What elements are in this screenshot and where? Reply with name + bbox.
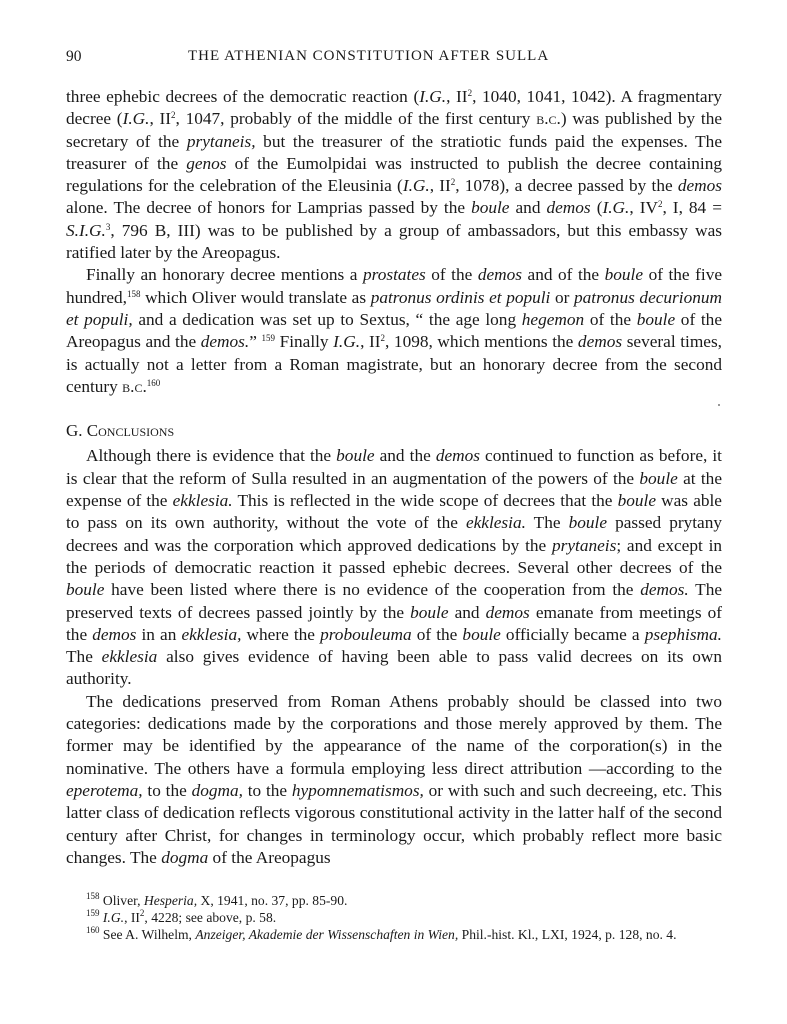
text-run: and a dedication was set up to Sextus, “ the age long [132,309,522,329]
note-ref: 158 [126,288,141,299]
italic-term: demos. [200,332,250,352]
text-run: ( [590,198,603,218]
italic-term: demos [92,624,137,644]
text-run: ; and except in the periods of democratic reaction it passed ephebic decrees. Several other decrees of the [66,535,723,577]
italic-term: dogma [161,847,209,867]
italic-term: prostates [362,265,426,285]
text-run: ” [249,332,262,352]
italic-term: ekklesia. [172,491,233,511]
italic-term: boule [336,446,375,466]
text-run: of the Areopagus [208,847,331,867]
italic-term: boule [604,265,644,285]
italic-term: I.G. [419,87,447,106]
text-run: of the five hundred, [66,265,723,307]
text-run: and [448,602,486,622]
text-run: X, 1941, no. 37, pp. 85-90. [197,893,348,909]
text-run: Phil.-hist. Kl., LXI, 1924, p. 128, no. 4. [458,927,677,943]
text-run: Although there is evidence that the [86,446,337,466]
text-run: to the [242,780,292,800]
footnote-159 [86,909,722,926]
note-ref: 159 [261,333,275,344]
running-head-title: THE ATHENIAN CONSTITUTION AFTER SULLA [188,48,550,64]
note-ref: 2 [171,110,176,121]
italic-term: genos [186,153,227,173]
paragraph-2 [66,264,722,398]
section-letter: G. [66,421,83,441]
text-run: of the [411,624,463,644]
text-run: , 4228; see above, p. 58. [144,910,277,926]
text-run: several times, is actually not a letter from a Roman magistrate, but an honorary decree from the second century [66,332,722,396]
italic-term: patronus decurionum et populi, [66,287,722,329]
text-run: to the [142,780,192,800]
note-ref: 2 [450,177,456,188]
italic-term: I.G. [102,910,125,926]
italic-term: boule [66,580,105,600]
text-run: of the Eumolpidai was instructed to publish the decree containing regulations for the celebration of the Eleusinia ( [66,153,722,196]
italic-term: ekklesia, [181,624,242,644]
text-run: of the Areopagus and the [66,309,722,352]
small-caps-text: b.c. [536,109,561,129]
text-run: or [550,287,574,307]
italic-term: demos [477,265,523,285]
italic-term: probouleuma [320,624,412,644]
text-run: , 796 B, III) was to be published by a group of ambassadors, but this embassy was ratified later by the Areopagus. [66,220,722,263]
text-run: , II [124,910,140,926]
paragraph-3 [66,445,722,690]
text-run: continued to function as before, it is clear that the reform of Sulla resulted in an augmentation of the powers of the [66,446,722,488]
italic-term: demos [546,198,591,218]
text-run: The [66,647,102,667]
italic-term: boule [471,198,510,218]
italic-term: dogma, [191,780,243,800]
italic-term: boule [639,468,678,488]
italic-term: demos [577,332,623,352]
text-run: was able to pass on its own authority, without the vote of the [66,491,722,533]
text-run: The dedications preserved from Roman Athens probably should be classed into two categories: dedications made by the corporations and those merely approved by them. The former may be identified by the appearance of the name of the corporation(s) in the nominative. The others have a formula employing less direct attribution —according to the [66,691,722,778]
italic-term: demos [485,602,530,622]
text-run: officially became a [500,624,645,644]
text-run: , 1078), a decree passed by the [455,176,678,196]
italic-term: demos [677,176,723,196]
text-run: three ephebic decrees of the democratic reaction ( [66,87,420,106]
text-run: , II [446,87,468,106]
note-ref: 2 [467,88,473,98]
note-ref: 2 [657,199,663,210]
text-run: and of the [522,265,605,285]
text-run: or with such and such decreeing, etc. This latter class of dedication reflects vigorous constitutional activity in the latter half of the second century after Christ, for changes in terminology occur, which probably reflect more basic changes. The [66,780,722,867]
italic-term: ekklesia. [465,513,526,533]
paragraph-4 [66,691,722,869]
page-number: 90 [66,48,82,65]
text-run: and the [374,446,436,466]
italic-term: psephisma. [644,624,722,644]
text-run: and [509,198,547,218]
italic-term: boule [617,491,656,511]
note-ref: 158 [86,891,100,902]
text-run: , 1098, which mentions the [385,332,578,352]
text-run: Oliver, [99,893,144,909]
italic-term: demos [435,446,480,466]
italic-term: ekklesia [101,647,158,667]
note-ref: 159 [86,908,100,919]
text-run: emanate from meetings of the [66,602,722,644]
italic-term: Anzeiger, Akademie der Wissenschaften in Wien, [195,927,459,943]
text-run: alone. The decree of honors for Lamprias passed by the [66,198,472,218]
text-run: Finally [275,332,334,352]
text-run: , IV [629,198,658,218]
italic-term: I.G. [122,109,150,129]
text-run: This is reflected in the wide scope of decrees that the [232,491,618,511]
footnotes [66,892,722,943]
text-run: , 1047, probably of the middle of the first century [175,109,537,129]
note-ref: 2 [139,908,145,919]
running-header [66,48,722,72]
text-run: , 1040, 1041, 1042). A fragmentary decree ( [66,87,722,129]
text-run: , II [149,109,172,129]
text-run: where the [241,624,321,644]
note-ref: 160 [146,377,161,388]
note-ref: 3 [105,221,111,232]
note-ref: 2 [380,333,385,344]
text-run: , II [360,332,381,352]
text-run: The preserved texts of decrees passed jointly by the [66,580,722,622]
text-run: which Oliver would translate as [140,287,371,307]
section-heading [66,420,722,442]
italic-term: demos. [640,580,689,600]
paragraph-1 [66,86,722,264]
text-run: of the [584,309,637,329]
text-run: , I, 84 = [662,198,722,218]
text-run: have been listed where there is no evidence of the cooperation from the [104,580,641,600]
italic-term: boule [462,624,501,644]
italic-term: I.G. [333,332,361,352]
text-run: but the treasurer of the stratiotic funds paid the expenses. The treasurer of the [66,131,722,173]
text-run: of the [425,265,478,285]
section-title: Conclusions [86,421,175,441]
italic-term: hypomnematismos, [291,780,424,800]
italic-term: patronus ordinis et populi [370,287,551,307]
body-text [66,86,722,869]
text-run: Finally an honorary decree mentions a [86,265,363,285]
italic-term: eperotema, [66,780,143,800]
italic-term: boule [636,309,676,329]
footnote-158 [86,892,722,909]
text-run: ) was published by the secretary of the [66,109,723,151]
text-run: See A. Wilhelm, [99,927,196,943]
italic-term: prytaneis, [186,131,256,151]
italic-term: I.G. [602,198,630,218]
italic-term: prytaneis [552,535,617,555]
small-caps-text: b.c. [122,376,147,396]
italic-term: I.G. [402,176,430,196]
text-run: passed prytany decrees and was the corporation which approved dedications by the [66,513,722,555]
footnote-160 [86,926,722,943]
text-run: in an [136,624,182,644]
text-run: at the expense of the [66,468,722,511]
italic-term: boule [410,602,449,622]
note-ref: 160 [86,925,100,936]
text-run: , II [429,176,451,196]
text-run: also gives evidence of having been able to pass valid decrees on its own authority. [66,647,723,689]
page [66,48,722,943]
text-run: The [525,513,569,533]
italic-term: boule [568,513,608,533]
margin-dot [718,404,720,406]
italic-term: Hesperia, [143,893,198,909]
italic-term: S.I.G. [66,220,106,240]
italic-term: hegemon [521,309,585,329]
